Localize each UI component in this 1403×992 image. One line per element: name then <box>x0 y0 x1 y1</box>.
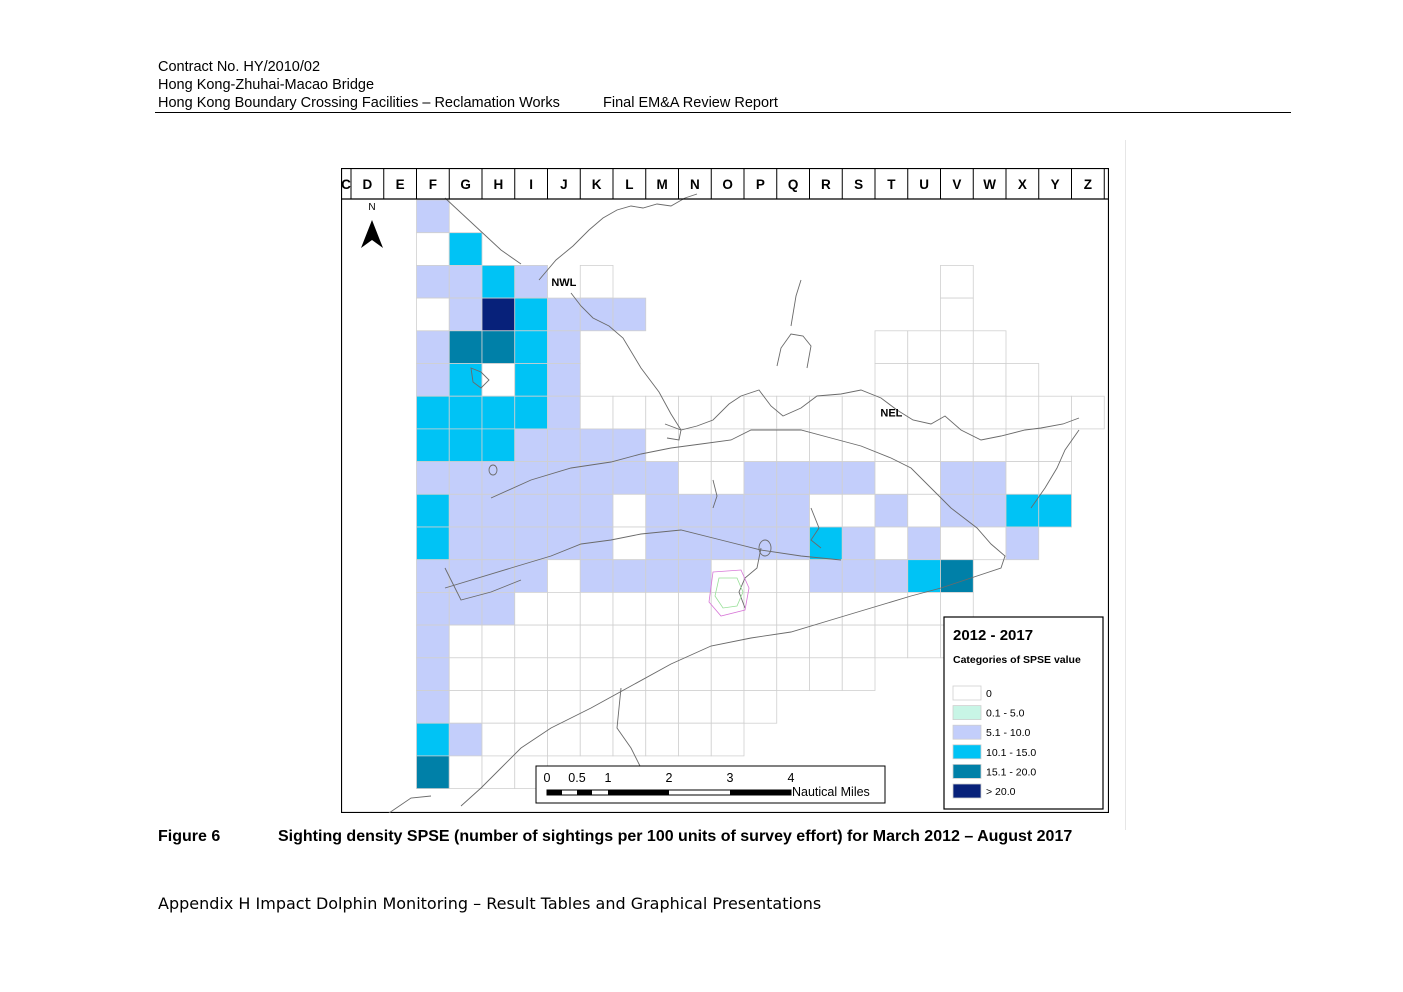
grid-cell-U-9 <box>908 462 941 495</box>
grid-cell-J-13 <box>548 592 581 625</box>
grid-cell-K-9 <box>580 462 613 495</box>
legend-entry-label: 5.1 - 10.0 <box>986 727 1031 740</box>
grid-cell-K-17 <box>580 723 613 756</box>
grid-cell-K-15 <box>580 658 613 691</box>
grid-cell-L-7 <box>613 396 646 429</box>
column-label-F: F <box>428 177 437 192</box>
grid-cell-I-8 <box>515 429 548 462</box>
column-label-G: G <box>460 177 471 192</box>
grid-cell-I-10 <box>515 494 548 527</box>
grid-cell-T-13 <box>875 592 908 625</box>
scale-unit: Nautical Miles <box>792 785 870 799</box>
grid-cell-H-7 <box>482 396 515 429</box>
grid-cell-R-7 <box>810 396 843 429</box>
grid-cell-H-5 <box>482 331 515 364</box>
grid-cell-R-10 <box>810 494 843 527</box>
legend-entry-label: 15.1 - 20.0 <box>986 766 1037 779</box>
column-label-Q: Q <box>787 177 799 192</box>
grid-cell-F-7 <box>417 396 450 429</box>
grid-cell-V-12 <box>941 560 974 593</box>
grid-cell-H-18 <box>482 756 515 789</box>
grid-cell-M-7 <box>646 396 679 429</box>
grid-cell-N-12 <box>679 560 712 593</box>
grid-cell-I-13 <box>515 592 548 625</box>
grid-cell-F-9 <box>417 462 450 495</box>
grid-cell-N-17 <box>679 723 712 756</box>
area-label-nwl: NWL <box>551 276 577 289</box>
column-label-J: J <box>560 177 568 192</box>
grid-cell-F-4 <box>417 298 450 331</box>
grid-cell-V-11 <box>941 527 974 560</box>
legend <box>944 617 1103 809</box>
grid-cell-T-12 <box>875 560 908 593</box>
grid-cell-L-4 <box>613 298 646 331</box>
grid-cell-O-14 <box>711 625 744 658</box>
grid-cell-K-8 <box>580 429 613 462</box>
grid-cell-U-5 <box>908 331 941 364</box>
column-label-P: P <box>755 177 765 192</box>
grid-cell-U-14 <box>908 625 941 658</box>
grid-cell-F-15 <box>417 658 450 691</box>
grid-cell-J-10 <box>548 494 581 527</box>
grid-cell-N-11 <box>679 527 712 560</box>
grid-cell-N-15 <box>679 658 712 691</box>
grid-cell-I-5 <box>515 331 548 364</box>
header-rule <box>155 112 1291 113</box>
grid-cell-W-8 <box>973 429 1006 462</box>
grid-cell-T-8 <box>875 429 908 462</box>
grid-cell-G-16 <box>449 691 482 724</box>
grid-cell-G-5 <box>449 331 482 364</box>
grid-cell-I-12 <box>515 560 548 593</box>
grid-cell-W-6 <box>973 364 1006 397</box>
grid-cell-K-3 <box>580 265 613 298</box>
grid-cell-U-7 <box>908 396 941 429</box>
grid-cell-R-15 <box>810 658 843 691</box>
report-title: Final EM&A Review Report <box>603 95 778 111</box>
column-label-V: V <box>952 177 962 192</box>
figure-label: Figure 6 <box>158 828 221 845</box>
scale-tick-label: 3 <box>726 771 734 785</box>
grid-cell-X-11 <box>1006 527 1039 560</box>
grid-cell-T-5 <box>875 331 908 364</box>
grid-cell-P-16 <box>744 691 777 724</box>
grid-cell-I-3 <box>515 265 548 298</box>
grid-cell-Q-10 <box>777 494 810 527</box>
figure-caption: Sighting density SPSE (number of sightings per 100 units of survey effort) for March 2012 – August 2017 <box>278 828 1073 845</box>
grid-cell-M-17 <box>646 723 679 756</box>
legend-swatch <box>953 725 981 739</box>
scale-tick-label: 0.5 <box>568 771 586 785</box>
grid-cell-Y-7 <box>1039 396 1072 429</box>
grid-cell-S-12 <box>842 560 875 593</box>
column-label-O: O <box>722 177 733 192</box>
grid-cell-Q-8 <box>777 429 810 462</box>
grid-cell-G-12 <box>449 560 482 593</box>
grid-cell-F-8 <box>417 429 450 462</box>
grid-cell-S-10 <box>842 494 875 527</box>
grid-cell-U-11 <box>908 527 941 560</box>
grid-cell-V-6 <box>941 364 974 397</box>
grid-cell-H-16 <box>482 691 515 724</box>
column-label-Z: Z <box>1083 177 1092 192</box>
grid-cell-F-3 <box>417 265 450 298</box>
grid-cell-K-14 <box>580 625 613 658</box>
grid-cell-J-6 <box>548 364 581 397</box>
grid-cell-J-15 <box>548 658 581 691</box>
grid-cell-R-11 <box>810 527 843 560</box>
grid-cell-K-16 <box>580 691 613 724</box>
legend-title: 2012 - 2017 <box>953 627 1034 644</box>
grid-cell-U-6 <box>908 364 941 397</box>
grid-cell-G-4 <box>449 298 482 331</box>
column-label-S: S <box>854 177 864 192</box>
grid-cell-F-16 <box>417 691 450 724</box>
grid-cell-P-8 <box>744 429 777 462</box>
column-label-X: X <box>1017 177 1027 192</box>
grid-cell-G-15 <box>449 658 482 691</box>
grid-cell-F-10 <box>417 494 450 527</box>
grid-cell-V-4 <box>941 298 974 331</box>
grid-cell-F-18 <box>417 756 450 789</box>
grid-cell-Q-15 <box>777 658 810 691</box>
scale-tick-label: 4 <box>787 771 795 785</box>
grid-cell-F-6 <box>417 364 450 397</box>
column-label-I: I <box>529 177 534 192</box>
grid-cell-W-5 <box>973 331 1006 364</box>
grid-cell-I-15 <box>515 658 548 691</box>
column-label-D: D <box>362 177 373 192</box>
grid-cell-H-12 <box>482 560 515 593</box>
grid-cell-I-9 <box>515 462 548 495</box>
grid-cell-R-14 <box>810 625 843 658</box>
grid-cell-L-15 <box>613 658 646 691</box>
legend-swatch <box>953 706 981 720</box>
column-label-L: L <box>625 177 634 192</box>
grid-cell-R-9 <box>810 462 843 495</box>
column-label-N: N <box>690 177 700 192</box>
column-label-U: U <box>919 177 929 192</box>
grid-cell-V-7 <box>941 396 974 429</box>
legend-entry-label: 0 <box>986 688 992 700</box>
column-label-K: K <box>591 177 602 192</box>
grid-cell-S-7 <box>842 396 875 429</box>
grid-cell-O-16 <box>711 691 744 724</box>
grid-cell-G-3 <box>449 265 482 298</box>
grid-cell-O-9 <box>711 462 744 495</box>
grid-cell-Q-14 <box>777 625 810 658</box>
scale-tick-label: 2 <box>665 771 673 785</box>
legend-swatch <box>953 784 981 798</box>
grid-cell-G-18 <box>449 756 482 789</box>
grid-cell-N-16 <box>679 691 712 724</box>
grid-cell-H-14 <box>482 625 515 658</box>
grid-cell-Q-7 <box>777 396 810 429</box>
grid-cell-H-15 <box>482 658 515 691</box>
grid-cell-H-13 <box>482 592 515 625</box>
grid-cell-X-10 <box>1006 494 1039 527</box>
grid-cell-P-14 <box>744 625 777 658</box>
grid-cell-P-9 <box>744 462 777 495</box>
column-label-Y: Y <box>1050 177 1060 192</box>
grid-cell-W-7 <box>973 396 1006 429</box>
grid-cell-I-4 <box>515 298 548 331</box>
grid-cell-H-10 <box>482 494 515 527</box>
grid-cell-U-8 <box>908 429 941 462</box>
grid-cell-S-15 <box>842 658 875 691</box>
grid-cell-Y-8 <box>1039 429 1072 462</box>
grid-cell-N-13 <box>679 592 712 625</box>
grid-cell-G-17 <box>449 723 482 756</box>
grid-cell-I-17 <box>515 723 548 756</box>
grid-cell-W-11 <box>973 527 1006 560</box>
scale-tick-label: 1 <box>604 771 612 785</box>
grid-cell-J-16 <box>548 691 581 724</box>
grid-cell-J-12 <box>548 560 581 593</box>
grid-cell-H-4 <box>482 298 515 331</box>
grid-cell-K-13 <box>580 592 613 625</box>
page-edge-line <box>1125 140 1126 830</box>
grid-cell-F-12 <box>417 560 450 593</box>
scale-bar <box>536 766 885 803</box>
grid-cell-K-7 <box>580 396 613 429</box>
grid-cell-I-16 <box>515 691 548 724</box>
column-label-W: W <box>983 177 996 192</box>
grid-cell-P-15 <box>744 658 777 691</box>
grid-cell-R-13 <box>810 592 843 625</box>
grid-cell-H-6 <box>482 364 515 397</box>
grid-cell-O-8 <box>711 429 744 462</box>
grid-cell-H-8 <box>482 429 515 462</box>
grid-cell-G-13 <box>449 592 482 625</box>
grid-cell-T-6 <box>875 364 908 397</box>
grid-cell-W-10 <box>973 494 1006 527</box>
grid-cell-X-6 <box>1006 364 1039 397</box>
legend-swatch <box>953 764 981 778</box>
grid-cell-U-13 <box>908 592 941 625</box>
column-label-C: C <box>341 177 351 192</box>
grid-cell-O-7 <box>711 396 744 429</box>
grid-cell-L-17 <box>613 723 646 756</box>
grid-cell-M-10 <box>646 494 679 527</box>
grid-cell-M-8 <box>646 429 679 462</box>
grid-cell-J-5 <box>548 331 581 364</box>
grid-cell-M-13 <box>646 592 679 625</box>
grid-cell-O-15 <box>711 658 744 691</box>
grid-cell-I-6 <box>515 364 548 397</box>
grid-cell-K-10 <box>580 494 613 527</box>
grid-cell-I-11 <box>515 527 548 560</box>
grid-cell-T-14 <box>875 625 908 658</box>
grid-cell-K-12 <box>580 560 613 593</box>
grid-cell-N-10 <box>679 494 712 527</box>
grid-cell-V-9 <box>941 462 974 495</box>
grid-cell-J-14 <box>548 625 581 658</box>
legend-subtitle: Categories of SPSE value <box>953 654 1081 666</box>
grid-cell-G-9 <box>449 462 482 495</box>
grid-cell-W-9 <box>973 462 1006 495</box>
column-label-E: E <box>395 177 405 192</box>
grid-cell-G-7 <box>449 396 482 429</box>
grid-cell-O-11 <box>711 527 744 560</box>
grid-cell-I-7 <box>515 396 548 429</box>
grid-cell-F-17 <box>417 723 450 756</box>
grid-cell-Z-7 <box>1072 396 1105 429</box>
grid-cell-J-4 <box>548 298 581 331</box>
facility-name: Hong Kong Boundary Crossing Facilities – Reclamation Works <box>158 95 560 111</box>
grid-cell-G-10 <box>449 494 482 527</box>
grid-cell-G-8 <box>449 429 482 462</box>
north-label: N <box>368 202 376 213</box>
grid-cell-S-11 <box>842 527 875 560</box>
grid-cell-J-9 <box>548 462 581 495</box>
grid-cell-M-14 <box>646 625 679 658</box>
legend-entry-label: 0.1 - 5.0 <box>986 707 1025 720</box>
grid-cell-N-7 <box>679 396 712 429</box>
grid-cell-T-10 <box>875 494 908 527</box>
grid-cell-Q-9 <box>777 462 810 495</box>
grid-cell-Q-12 <box>777 560 810 593</box>
grid-cell-J-8 <box>548 429 581 462</box>
grid-cell-F-11 <box>417 527 450 560</box>
legend-entry-label: > 20.0 <box>986 786 1016 798</box>
grid-cell-Q-13 <box>777 592 810 625</box>
contract-number: Contract No. HY/2010/02 <box>158 59 321 75</box>
legend-swatch <box>953 686 981 700</box>
scale-tick-label: 0 <box>543 771 551 785</box>
grid-cell-H-3 <box>482 265 515 298</box>
grid-cell-M-16 <box>646 691 679 724</box>
column-label-H: H <box>493 177 504 192</box>
legend-swatch <box>953 745 981 759</box>
area-label-nel: NEL <box>880 407 903 420</box>
grid-cell-L-9 <box>613 462 646 495</box>
grid-cell-V-3 <box>941 265 974 298</box>
column-label-R: R <box>821 177 831 192</box>
grid-cell-H-17 <box>482 723 515 756</box>
grid-cell-F-14 <box>417 625 450 658</box>
grid-cell-O-12 <box>711 560 744 593</box>
column-label-M: M <box>656 177 668 192</box>
grid-cell-N-9 <box>679 462 712 495</box>
grid-cell-J-17 <box>548 723 581 756</box>
grid-cell-V-10 <box>941 494 974 527</box>
grid-cell-S-9 <box>842 462 875 495</box>
grid-cell-L-14 <box>613 625 646 658</box>
grid-cell-P-10 <box>744 494 777 527</box>
grid-cell-S-13 <box>842 592 875 625</box>
grid-cell-L-13 <box>613 592 646 625</box>
appendix-footer: Appendix H Impact Dolphin Monitoring – Result Tables and Graphical Presentations <box>158 894 822 913</box>
grid-cell-J-11 <box>548 527 581 560</box>
grid-cell-J-7 <box>548 396 581 429</box>
grid-cell-G-11 <box>449 527 482 560</box>
grid-cell-F-5 <box>417 331 450 364</box>
grid-cell-F-1 <box>417 200 450 233</box>
grid-cell-F-2 <box>417 233 450 266</box>
grid-cell-P-7 <box>744 396 777 429</box>
grid-cell-R-12 <box>810 560 843 593</box>
grid-cell-P-13 <box>744 592 777 625</box>
grid-cell-M-9 <box>646 462 679 495</box>
grid-cell-L-10 <box>613 494 646 527</box>
grid-cell-U-10 <box>908 494 941 527</box>
grid-cell-Y-10 <box>1039 494 1072 527</box>
legend-entry-label: 10.1 - 15.0 <box>986 746 1037 759</box>
grid-cell-I-14 <box>515 625 548 658</box>
grid-cell-O-17 <box>711 723 744 756</box>
grid-cell-F-13 <box>417 592 450 625</box>
grid-cell-L-12 <box>613 560 646 593</box>
grid-cell-X-9 <box>1006 462 1039 495</box>
grid-cell-G-6 <box>449 364 482 397</box>
project-name: Hong Kong-Zhuhai-Macao Bridge <box>158 77 375 93</box>
grid-cell-G-2 <box>449 233 482 266</box>
grid-cell-S-14 <box>842 625 875 658</box>
grid-cell-G-14 <box>449 625 482 658</box>
grid-cell-L-11 <box>613 527 646 560</box>
sighting-density-map <box>341 168 1109 813</box>
grid-cell-H-11 <box>482 527 515 560</box>
column-label-T: T <box>887 177 896 192</box>
grid-cell-M-12 <box>646 560 679 593</box>
grid-cell-T-9 <box>875 462 908 495</box>
grid-cell-U-12 <box>908 560 941 593</box>
grid-cell-T-11 <box>875 527 908 560</box>
